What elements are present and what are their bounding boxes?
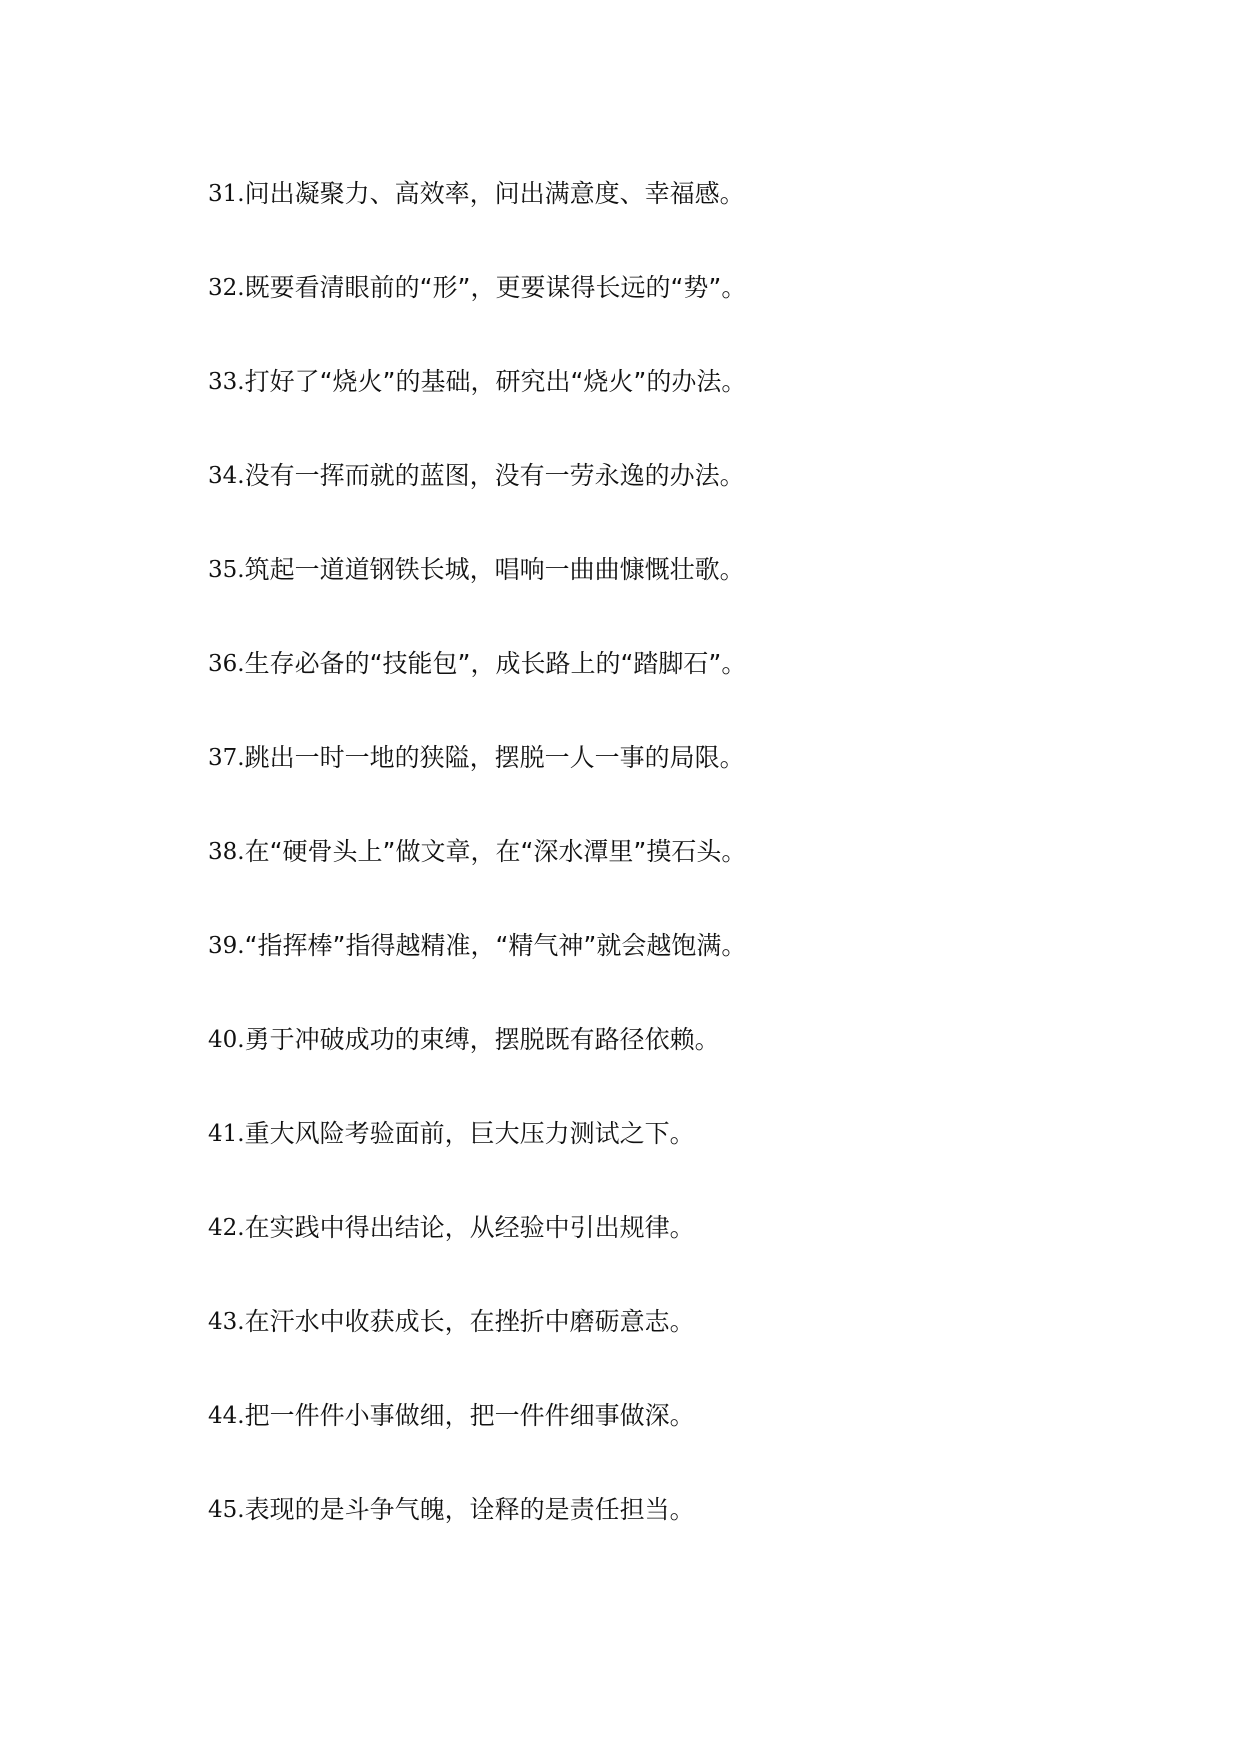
item-number: 37.: [208, 745, 245, 771]
item-number: 31.: [208, 181, 245, 207]
item-text: 把一件件小事做细，把一件件细事做深。: [244, 1401, 695, 1430]
item-text: 生存必备的“技能包”，成长路上的“踏脚石”。: [244, 649, 747, 678]
item-text: 跳出一时一地的狭隘，摆脱一人一事的局限。: [244, 743, 745, 772]
list-item: [208, 176, 1108, 270]
item-number: 33.: [208, 369, 245, 395]
list-item: [208, 552, 1108, 646]
sentence-list: [208, 176, 1108, 1586]
list-item: [208, 458, 1108, 552]
list-item: [208, 646, 1108, 740]
item-text: 表现的是斗争气魄，诠释的是责任担当。: [244, 1495, 695, 1524]
list-item: [208, 270, 1108, 364]
item-number: 44.: [208, 1403, 245, 1429]
list-item: [208, 928, 1108, 1022]
list-item: [208, 834, 1108, 928]
item-number: 45.: [208, 1497, 245, 1523]
item-text: “指挥棒”指得越精准，“精气神”就会越饱满。: [244, 931, 747, 960]
item-text: 在汗水中收获成长，在挫折中磨砺意志。: [244, 1307, 695, 1336]
list-item: [208, 1210, 1108, 1304]
item-number: 40.: [208, 1027, 245, 1053]
item-number: 34.: [208, 463, 245, 489]
list-item: [208, 364, 1108, 458]
item-number: 42.: [208, 1215, 245, 1241]
list-item: [208, 740, 1108, 834]
list-item: [208, 1116, 1108, 1210]
item-text: 没有一挥而就的蓝图，没有一劳永逸的办法。: [244, 461, 745, 490]
item-text: 问出凝聚力、高效率，问出满意度、幸福感。: [244, 179, 745, 208]
list-item: [208, 1398, 1108, 1492]
item-number: 38.: [208, 839, 245, 865]
item-number: 32.: [208, 275, 245, 301]
list-item: [208, 1304, 1108, 1398]
item-text: 在实践中得出结论，从经验中引出规律。: [244, 1213, 695, 1242]
item-number: 43.: [208, 1309, 245, 1335]
item-text: 在“硬骨头上”做文章，在“深水潭里”摸石头。: [244, 837, 747, 866]
item-number: 36.: [208, 651, 245, 677]
item-number: 39.: [208, 933, 245, 959]
item-number: 41.: [208, 1121, 245, 1147]
item-text: 筑起一道道钢铁长城，唱响一曲曲慷慨壮歌。: [244, 555, 745, 584]
list-item: [208, 1492, 1108, 1586]
item-text: 勇于冲破成功的束缚，摆脱既有路径依赖。: [244, 1025, 720, 1054]
item-text: 打好了“烧火”的基础，研究出“烧火”的办法。: [244, 367, 747, 396]
item-text: 重大风险考验面前，巨大压力测试之下。: [244, 1119, 695, 1148]
item-number: 35.: [208, 557, 245, 583]
item-text: 既要看清眼前的“形”，更要谋得长远的“势”。: [244, 273, 747, 302]
list-item: [208, 1022, 1108, 1116]
